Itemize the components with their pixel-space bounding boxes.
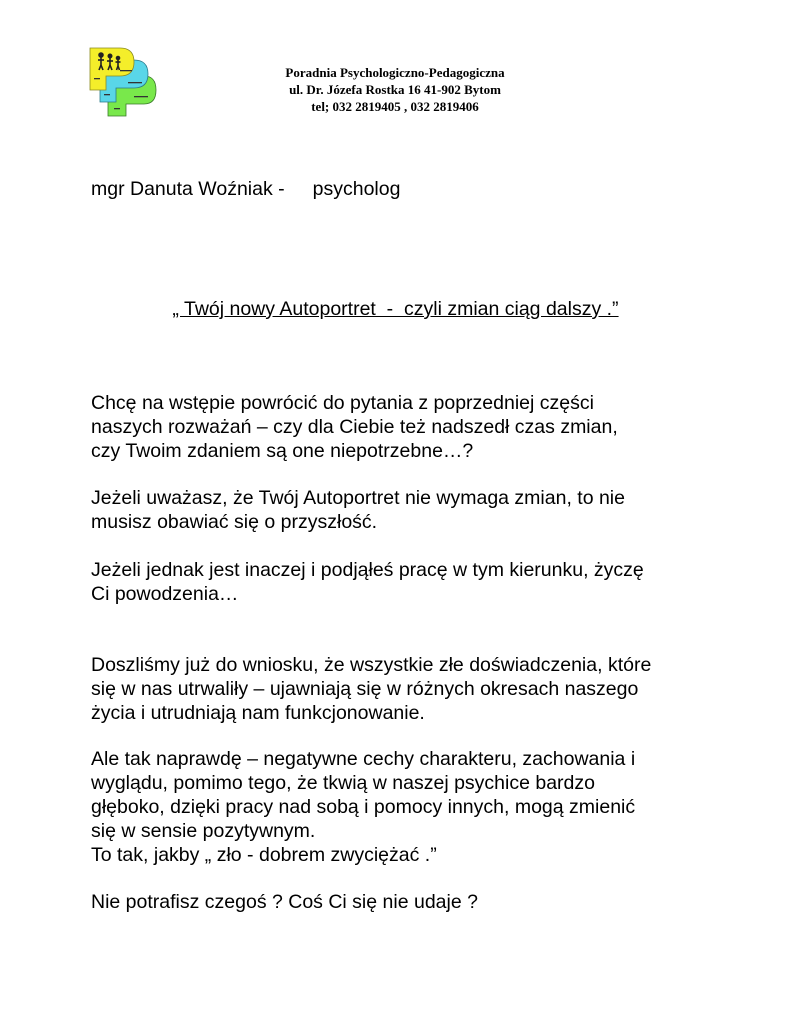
letterhead-line: ul. Dr. Józefa Rostka 16 41-902 Bytom xyxy=(289,82,501,97)
paragraph-line: Nie potrafisz czegoś ? Coś Ci się nie udaje ? xyxy=(91,891,478,913)
paragraph-line: naszych rozważań – czy dla Ciebie też nadszedł czas zmian, xyxy=(91,416,618,438)
paragraph-line: życia i utrudniają nam funkcjonowanie. xyxy=(91,702,425,724)
author-name: mgr Danuta Woźniak - xyxy=(91,178,285,200)
letterhead xyxy=(160,64,630,115)
paragraph-line: się w nas utrwaliły – ujawniają się w różnych okresach naszego xyxy=(91,678,639,700)
paragraph xyxy=(91,653,731,725)
paragraph-line: Jeżeli uważasz, że Twój Autoportret nie wymaga zmian, to nie xyxy=(91,487,625,509)
author-role: psycholog xyxy=(312,178,401,200)
paragraph xyxy=(91,558,731,606)
paragraph-line: wyglądu, pomimo tego, że tkwią w naszej psychice bardzo xyxy=(91,772,595,794)
paragraph-line: czy Twoim zdaniem są one niepotrzebne…? xyxy=(91,440,474,462)
paragraph-line: się w sensie pozytywnym. xyxy=(91,820,316,842)
paragraph-line: głęboko, dzięki pracy nad sobą i pomocy innych, mogą zmienić xyxy=(91,796,636,818)
letterhead-line: tel; 032 2819405 , 032 2819406 xyxy=(311,99,479,114)
paragraph-line: Ale tak naprawdę – negatywne cechy charakteru, zachowania i xyxy=(91,748,636,770)
paragraph xyxy=(91,890,731,914)
paragraph xyxy=(91,391,731,463)
clinic-logo-graphic xyxy=(86,46,166,118)
letterhead-line: Poradnia Psychologiczno-Pedagogiczna xyxy=(285,65,505,80)
clinic-logo xyxy=(86,46,166,118)
paragraph-line: Doszliśmy już do wniosku, że wszystkie złe doświadczenia, które xyxy=(91,654,652,676)
paragraph xyxy=(91,747,731,867)
paragraph-line: musisz obawiać się o przyszłość. xyxy=(91,511,378,533)
paragraph-line: To tak, jakby „ zło - dobrem zwyciężać .” xyxy=(91,844,437,866)
document-title: „ Twój nowy Autoportret - czyli zmian ciąg dalszy .” xyxy=(172,298,619,320)
author-line xyxy=(91,178,400,201)
paragraph-line: Chcę na wstępie powrócić do pytania z poprzedniej części xyxy=(91,392,594,414)
paragraph-line: Ci powodzenia… xyxy=(91,583,239,605)
paragraph xyxy=(91,486,731,534)
paragraph-line: Jeżeli jednak jest inaczej i podjąłeś pracę w tym kierunku, życzę xyxy=(91,559,644,581)
